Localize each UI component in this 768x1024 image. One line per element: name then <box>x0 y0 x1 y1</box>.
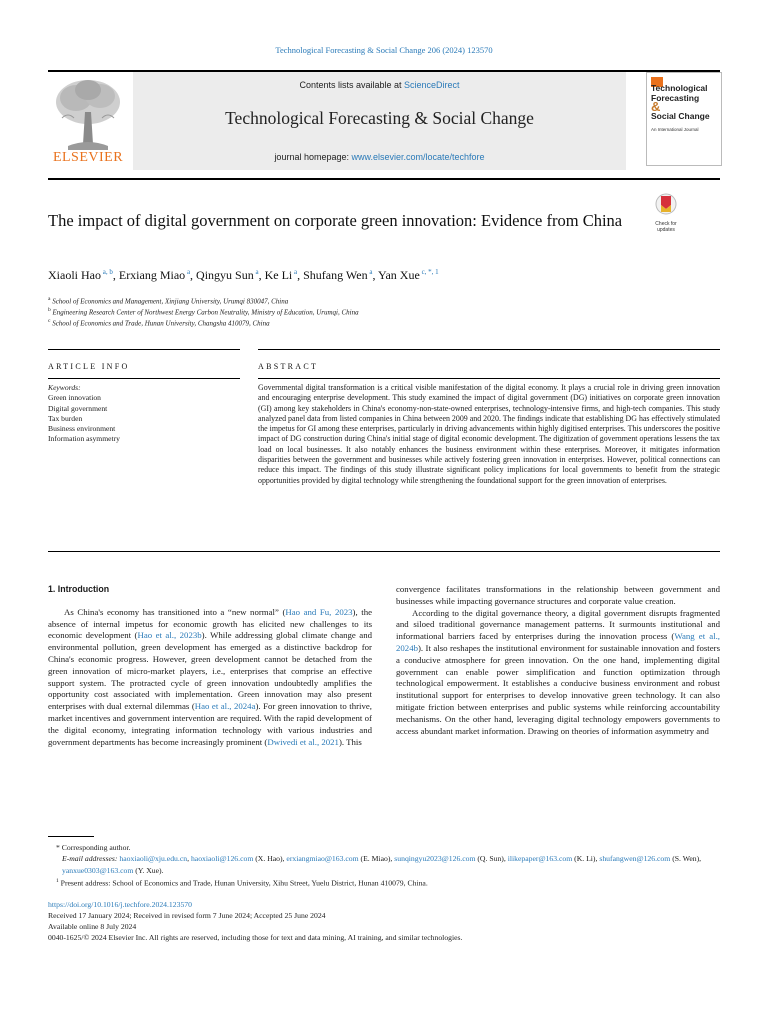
available-online: Available online 8 July 2024 <box>48 922 137 932</box>
email-owner: , <box>187 854 191 864</box>
email-label: E-mail addresses: <box>62 854 120 864</box>
keywords-block <box>48 383 240 445</box>
present-address-note: $^1$ Present address: School of Economics and Trade, Hunan University, Xihu Street, Yuelu District, Hunan 410079, China. <box>56 878 428 888</box>
paragraph-text: ), the absence of internal impetus for economic growth has elicited new challenges to its economic development ( <box>48 606 372 641</box>
abstract-text: Governmental digital transformation is a critical visible manifestation of the digital economy. It plays a crucial role in driving green innovation and encouraging enterprise development. This study examined the impact of digital government (DG) initiatives on corporate green innovation (GI) among key stakeholders in China's economy-non-state-owned enterprises, technology-intensive firms, and high-tech companies. This study analyzed panel data from listed companies in China between 2009 and 2020. The findings indicate that establishing DG has effectively stimulated the impetus for GI among these enterprises, particularly in driving advancements within highly digitised enterprises. This underscores the positive impact of DG construction during China's initial stage of digital economic development. The digitization of government operations lessens the tax load on local businesses. It also notably enhances the business environment within these enterprises. Moreover, it mitigates information disparities between the government and businesses while actively fostering green innovation in enterprises. However, political connections can reduce this impact. The findings of this study illustrate significant policy implications for local governments to benefit from the strategic opportunities provided by digital technology while strengthening the foundational support for the green innovation of enterprises. <box>258 383 720 485</box>
journal-title: Technological Forecasting & Social Change <box>225 108 534 128</box>
email-owner: (Y. Xue). <box>133 865 164 875</box>
affiliation-a: $^a$ School of Economics and Management, Xinjiang University, Urumqi 830047, China <box>48 296 289 306</box>
journal-reference[interactable] <box>0 45 768 55</box>
keyword-item: Tax burden <box>48 413 83 423</box>
doi-link[interactable]: https://doi.org/10.1016/j.techfore.2024.123570 <box>48 900 192 909</box>
introduction-heading: 1. Introduction <box>48 584 110 594</box>
cover-subtitle: An International Journal <box>651 127 699 132</box>
intro-paragraph-1-continued: convergence facilitates transformations in the relationship between government and businesses while impacting governance structures and corporate value creation. <box>396 584 720 606</box>
affiliation-c: $^c$ School of Economics and Trade, Hunan University, Changsha 410079, China <box>48 318 270 328</box>
paragraph-text: According to the digital governance theory, a digital government disrupts fragmented and siloed traditional governance management patterns. It surmounts institutional and informational barriers faced by enterprises during the innovation process ( <box>396 607 720 642</box>
abstract-rule <box>258 349 720 350</box>
author-name[interactable]: Yan Xue <box>378 268 420 282</box>
author-affiliation-mark[interactable]: a <box>185 268 191 276</box>
email-owner: (X. Hao), <box>253 854 287 864</box>
paragraph-text: ). It also reshapes the institutional environment for sustainable innovation and fosters a conducive atmosphere for green innovation. On the one hand, implementing digital government can enable power simplification and function optimization through technological empowerment. It establishes a conducive business environment and robust institutional support for enterprises to develop innovative green technology. It can also mitigate friction between enterprises and public systems while reinforcing accountability mechanisms. On the other hand, leveraging digital technology empowers governments to access abundant market information. Drawing on theories of information asymmetry and <box>396 642 720 736</box>
citation-link[interactable]: Wang et al., 2024b <box>396 631 720 653</box>
citation-link[interactable]: Hao et al., 2024a <box>194 701 256 712</box>
article-info-rule <box>48 349 240 350</box>
email-owner: (K. Li), <box>572 854 600 864</box>
author-affiliation-mark[interactable]: c, *, 1 <box>419 268 439 276</box>
paper-title: The impact of digital government on corporate green innovation: Evidence from China <box>48 211 623 230</box>
abstract-heading: ABSTRACT <box>258 362 319 371</box>
article-info-heading: ARTICLE INFO <box>48 362 130 371</box>
abstract-rule-2 <box>258 378 720 379</box>
received-dates: Received 17 January 2024; Received in revised form 7 June 2024; Accepted 25 June 2024 <box>48 911 326 921</box>
email-owner: (Q. Sun), <box>475 854 508 864</box>
copyright-line: 0040-1625/© 2024 Elsevier Inc. All rights are reserved, including those for text and data mining, AI training, and similar technologies. <box>48 933 463 943</box>
author-name[interactable]: Shufang Wen <box>303 268 368 282</box>
cover-ampersand: & <box>651 99 661 114</box>
cover-title-line2: Forecasting <box>651 93 700 103</box>
intro-paragraph-1 <box>48 607 372 749</box>
keywords-label: Keywords: <box>48 383 81 392</box>
email-owner: (S. Wen), <box>670 854 702 864</box>
body-right-column <box>396 584 720 737</box>
email-link[interactable]: erxiangmiao@163.com <box>286 854 359 864</box>
contents-line <box>133 80 626 90</box>
sciencedirect-link[interactable]: ScienceDirect <box>404 80 460 90</box>
elsevier-logo <box>48 72 128 170</box>
keyword-item: Business environment <box>48 424 116 434</box>
crossmark-icon <box>648 192 684 216</box>
email-addresses <box>48 853 720 876</box>
contents-prefix: Contents lists available at <box>299 80 405 90</box>
homepage-link[interactable]: www.elsevier.com/locate/techfore <box>351 152 485 162</box>
citation-link[interactable]: Hao and Fu, 2023 <box>285 606 353 617</box>
citation-link[interactable]: Dwivedi et al., 2021 <box>267 736 339 747</box>
author-affiliation-mark[interactable]: a <box>367 268 373 276</box>
keyword-item: Digital government <box>48 403 108 413</box>
asterisk-mark: * <box>56 843 60 852</box>
paragraph-text: ). For green innovation to thrive, market incentives and government intervention are required. With the rapid development of the digital economy, integrating information technology with various industries and government departments has become increasingly prominent ( <box>48 701 372 747</box>
email-link[interactable]: yanxue0303@163.com <box>62 865 134 875</box>
affiliation-b: $^b$ Engineering Research Center of Northwest Energy Carbon Neutrality, Ministry of Education, Urumqi, China <box>48 307 359 317</box>
email-link[interactable]: shufangwen@126.com <box>599 854 671 864</box>
author-affiliation-mark[interactable]: a <box>253 268 259 276</box>
crossmark-button[interactable] <box>648 192 684 233</box>
author-affiliation-mark[interactable]: a, b <box>101 268 113 276</box>
cover-title-line1: Technological <box>651 83 708 93</box>
elsevier-wordmark: ELSEVIER <box>52 150 124 165</box>
email-owner: (E. Miao), <box>358 854 395 864</box>
footnote-rule <box>48 836 94 837</box>
homepage-line <box>133 152 626 162</box>
publication-info <box>48 899 720 943</box>
author-name[interactable]: Xiaoli Hao <box>48 268 101 282</box>
keyword-item: Green innovation <box>48 393 101 403</box>
author-name[interactable]: Ke Li <box>264 268 293 282</box>
crossmark-label: Check for updates <box>655 221 677 233</box>
paragraph-text: As China's economy has transitioned into a “new normal” ( <box>64 606 286 617</box>
author-list: Xiaoli Hao $^{a, b}$, Erxiang Miao $^a$, Qingyu Sun $^a$, Ke Li $^a$, Shufang Wen $^a$, Yan Xue $^{c, *, 1}$ <box>48 268 439 282</box>
keyword-item: Information asymmetry <box>48 434 120 444</box>
citation-link[interactable]: Hao et al., 2023b <box>137 630 202 641</box>
email-link[interactable]: ilikepaper@163.com <box>507 854 573 864</box>
journal-cover[interactable] <box>646 72 722 166</box>
abstract-bottom-rule <box>48 551 720 552</box>
email-link[interactable]: haoxiaoli@xju.edu.cn <box>119 854 188 864</box>
article-info-rule-2 <box>48 378 240 379</box>
paragraph-text: ). This <box>338 736 362 747</box>
corresponding-note: * Corresponding author. <box>56 843 131 852</box>
journal-reference-link[interactable]: Technological Forecasting & Social Change 206 (2024) 123570 <box>275 45 493 55</box>
author-name[interactable]: Erxiang Miao <box>118 268 186 282</box>
homepage-prefix: journal homepage: <box>274 152 352 162</box>
email-link[interactable]: sunqingyu2023@126.com <box>394 854 476 864</box>
author-affiliation-mark[interactable]: a <box>292 268 298 276</box>
email-link[interactable]: haoxiaoli@126.com <box>190 854 254 864</box>
header-bottom-rule <box>48 178 720 180</box>
intro-paragraph-2 <box>396 608 720 738</box>
footnotes <box>48 842 720 889</box>
author-name[interactable]: Qingyu Sun <box>196 268 254 282</box>
body-left-column <box>48 584 372 748</box>
paragraph-text: ). While addressing global climate change and environmental pollution, green development has emerged as a distinctive backdrop for China's economic progress. However, green development cannot be detached from the green innovation of micro-market players, i.e., enterprises that comprise an effective support system. The protracted cycle of green innovation undoubtedly amplifies the opportunity cost associated with implementation. Green innovation may also present enterprises with dual external dilemmas ( <box>48 630 372 712</box>
footnote-1-mark: 1 <box>56 878 59 885</box>
cover-title-line3: Social Change <box>651 111 710 121</box>
